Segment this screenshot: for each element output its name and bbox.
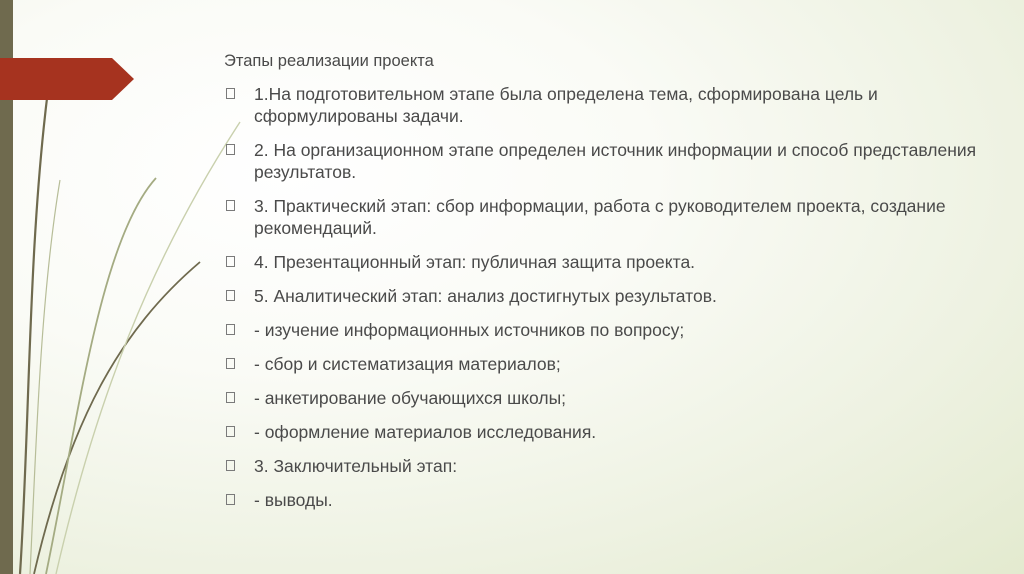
square-bullet-icon <box>224 83 254 105</box>
square-bullet-icon <box>224 139 254 161</box>
square-bullet-icon <box>224 195 254 217</box>
list-item-text: 1.На подготовительном этапе была определена тема, сформирована цель и сформулированы задачи. <box>254 84 878 126</box>
list-item <box>224 421 984 443</box>
list-item-text: 3. Практический этап: сбор информации, работа с руководителем проекта, создание рекомендаций. <box>254 196 946 238</box>
list-item <box>224 195 984 239</box>
square-bullet-icon <box>224 489 254 511</box>
list-item-text: - изучение информационных источников по вопросу; <box>254 320 685 340</box>
square-bullet-icon <box>224 285 254 307</box>
list-item <box>224 139 984 183</box>
square-bullet-icon <box>224 387 254 409</box>
square-bullet-icon <box>224 455 254 477</box>
list-item-text: - оформление материалов исследования. <box>254 422 597 442</box>
list-item-text: - сбор и систематизация материалов; <box>254 354 561 374</box>
square-bullet-icon <box>224 319 254 341</box>
list-item-text: - анкетирование обучающихся школы; <box>254 388 567 408</box>
list-item <box>224 83 984 127</box>
list-item <box>224 387 984 409</box>
list-item <box>224 319 984 341</box>
list-item-text: 2. На организационном этапе определен источник информации и способ представления результатов. <box>254 140 977 182</box>
list-item <box>224 251 984 273</box>
square-bullet-icon <box>224 421 254 443</box>
slide-content <box>224 52 984 523</box>
list-item <box>224 353 984 375</box>
square-bullet-icon <box>224 251 254 273</box>
slide-heading: Этапы реализации проекта <box>224 52 434 70</box>
accent-flag <box>0 58 134 100</box>
list-item-text: 3. Заключительный этап: <box>254 456 458 476</box>
list-item <box>224 489 984 511</box>
list-item-text: - выводы. <box>254 490 333 510</box>
square-bullet-icon <box>224 353 254 375</box>
list-item-text: 5. Аналитический этап: анализ достигнутых результатов. <box>254 286 717 306</box>
list-item <box>224 455 984 477</box>
list-item <box>224 285 984 307</box>
list-item-text: 4. Презентационный этап: публичная защита проекта. <box>254 252 696 272</box>
